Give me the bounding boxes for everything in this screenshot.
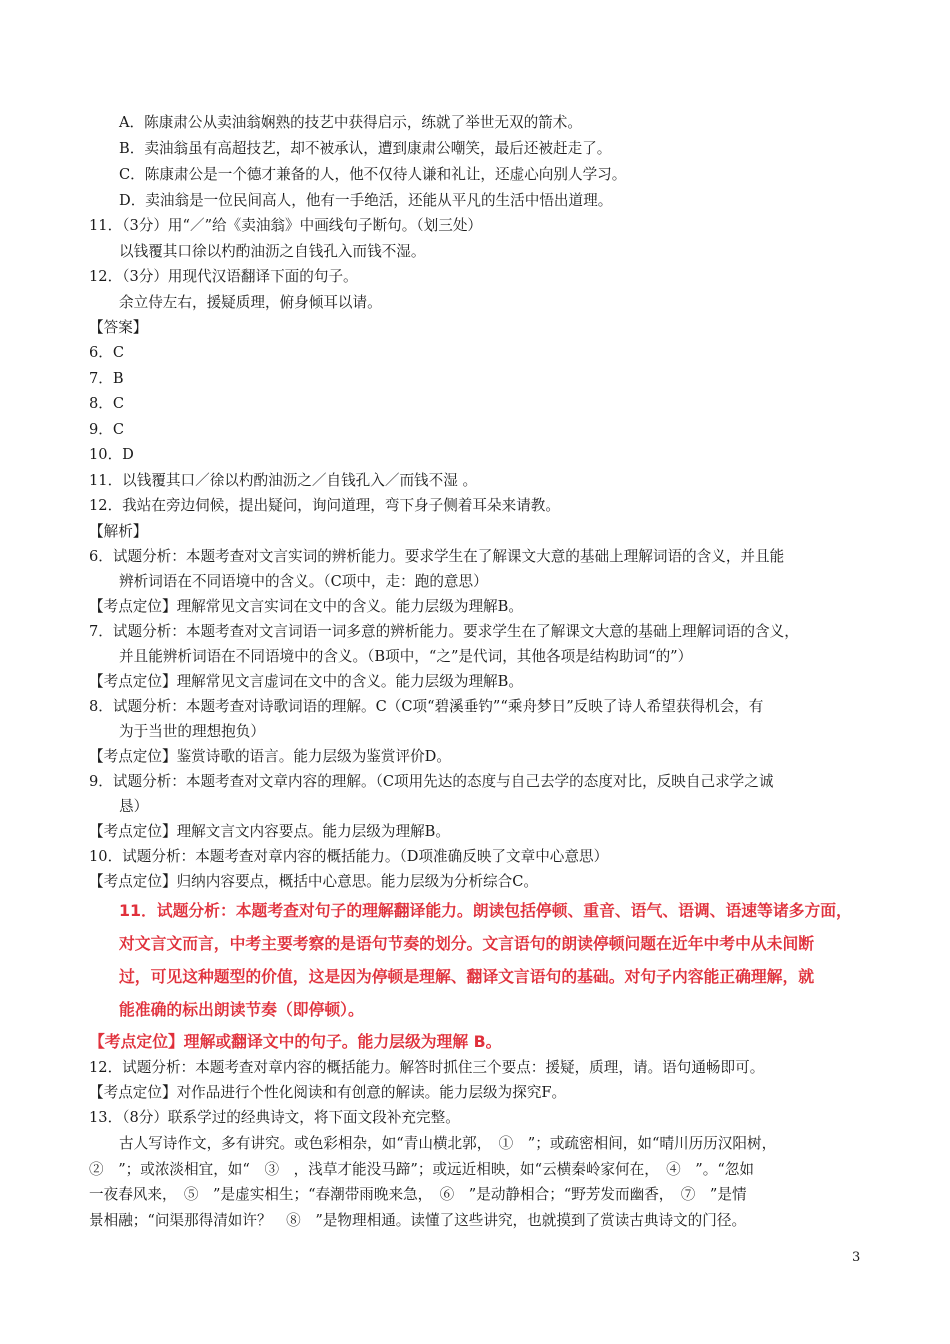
analysis-8-line1: 8．试题分析：本题考查对诗歌词语的理解。C（C项“碧溪垂钓”“乘舟梦日”反映了诗人希望获得机会，有 xyxy=(89,698,764,715)
analysis-12: 12．试题分析：本题考查对章内容的概括能力。解答时抓住三个要点：援疑，质理，请。语句通畅即可。 xyxy=(89,1059,765,1076)
answers-heading: 【答案】 xyxy=(89,319,148,336)
analysis-7-line2: 并且能辨析词语在不同语境中的含义。（B项中，“之”是代词，其他各项是结构助词“的”） xyxy=(119,648,693,665)
analysis-6-line2: 辨析词语在不同语境中的含义。（C项中，走：跑的意思） xyxy=(119,573,488,590)
question-13-line3: 一夜春风来， ⑤ ”是虚实相生；“春潮带雨晚来急， ⑥ ”是动静相合；“野芳发而幽香， ⑦ ”是情 xyxy=(89,1186,747,1203)
answer-item: 9．C xyxy=(89,421,125,438)
analysis-8-line2: 为于当世的理想抱负） xyxy=(119,723,265,740)
option-b: B．卖油翁虽有高超技艺，却不被承认，遭到康肃公嘲笑，最后还被赶走了。 xyxy=(119,140,612,157)
option-c: C．陈康肃公是一个德才兼备的人，他不仅待人谦和礼让，还虚心向别人学习。 xyxy=(119,166,627,183)
question-11-text: 以钱覆其口徐以杓酌油沥之自钱孔入而钱不湿。 xyxy=(119,243,426,260)
question-12-prompt: 12．（3分）用现代汉语翻译下面的句子。 xyxy=(89,268,358,285)
analysis-9-line2: 恳） xyxy=(119,798,149,815)
question-13-line4: 景相融；“问渠那得清如许？ ⑧ ”是物理相通。读懂了这些讲究，也就摸到了赏读古典诗文的门径。 xyxy=(89,1212,747,1229)
analysis-11-line3: 过，可见这种题型的价值，这是因为停顿是理解、翻译文言语句的基础。对句子内容能正确理解，就 xyxy=(119,967,815,986)
analysis-6-line1: 6．试题分析：本题考查对文言实词的辨析能力。要求学生在了解课文大意的基础上理解词语的含义，并且能 xyxy=(89,548,785,565)
option-a: A．陈康肃公从卖油翁娴熟的技艺中获得启示，练就了举世无双的箭术。 xyxy=(119,114,582,131)
keypoint-10: 【考点定位】归纳内容要点，概括中心意思。能力层级为分析综合C。 xyxy=(89,873,538,890)
answer-item: 8．C xyxy=(89,395,125,412)
keypoint-6: 【考点定位】理解常见文言实词在文中的含义。能力层级为理解B。 xyxy=(89,598,523,615)
analysis-9-line1: 9．试题分析：本题考查对文章内容的理解。（C项用先达的态度与自己去学的态度对比，反映自己求学之诚 xyxy=(89,773,774,790)
question-13-line1: 古人写诗作文，多有讲究。或色彩相杂，如“青山横北郭， ① ”；或疏密相间，如“晴川历历汉阳树， xyxy=(119,1135,777,1152)
analysis-heading: 【解析】 xyxy=(89,523,148,540)
answer-item: 7．B xyxy=(89,370,124,387)
keypoint-8: 【考点定位】鉴赏诗歌的语言。能力层级为鉴赏评价D。 xyxy=(89,748,451,765)
analysis-7-line1: 7．试题分析：本题考查对文言词语一词多意的辨析能力。要求学生在了解课文大意的基础上理解词语的含义， xyxy=(89,623,799,640)
answer-item: 6．C xyxy=(89,344,125,361)
analysis-11-line4: 能准确的标出朗读节奏（即停顿）。 xyxy=(119,1000,364,1019)
analysis-11-line2: 对文言文而言，中考主要考察的是语句节奏的划分。文言语句的朗读停顿问题在近年中考中从未间断 xyxy=(119,934,815,953)
keypoint-12: 【考点定位】对作品进行个性化阅读和有创意的解读。能力层级为探究F。 xyxy=(89,1084,567,1101)
question-12-text: 余立侍左右，援疑质理，俯身倾耳以请。 xyxy=(119,294,382,311)
option-d: D．卖油翁是一位民间高人，他有一手绝活，还能从平凡的生活中悟出道理。 xyxy=(119,192,613,209)
page-number: 3 xyxy=(852,1250,861,1265)
answer-item: 12．我站在旁边伺候，提出疑问，询问道理，弯下身子侧着耳朵来请教。 xyxy=(89,497,560,514)
analysis-10: 10．试题分析：本题考查对章内容的概括能力。（D项准确反映了文章中心意思） xyxy=(89,848,609,865)
answer-item: 10．D xyxy=(89,446,134,463)
question-11-prompt: 11．（3分）用“／”给《卖油翁》中画线句子断句。（划三处） xyxy=(89,217,483,234)
keypoint-11: 【考点定位】理解或翻译文中的句子。能力层级为理解 B。 xyxy=(89,1032,502,1051)
analysis-11-line1: 11．试题分析：本题考查对句子的理解翻译能力。朗读包括停顿、重音、语气、语调、语速等诸多方面， xyxy=(119,901,852,920)
keypoint-7: 【考点定位】理解常见文言虚词在文中的含义。能力层级为理解B。 xyxy=(89,673,523,690)
question-13-line2: ② ”；或浓淡相宜，如“ ③ ，浅草才能没马蹄”；或远近相映，如“云横秦岭家何在， ④ ”。“忽如 xyxy=(89,1161,754,1178)
keypoint-9: 【考点定位】理解文言文内容要点。能力层级为理解B。 xyxy=(89,823,450,840)
question-13-prompt: 13．（8分）联系学过的经典诗文，将下面文段补充完整。 xyxy=(89,1109,460,1126)
answer-item: 11．以钱覆其口／徐以杓酌油沥之／自钱孔入／而钱不湿 。 xyxy=(89,472,478,489)
